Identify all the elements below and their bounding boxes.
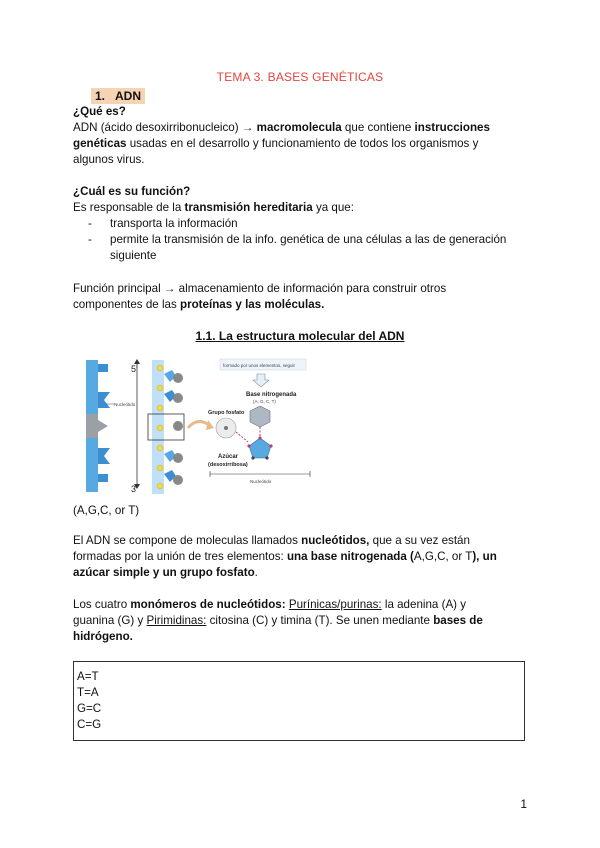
base-hexagon: [250, 406, 270, 427]
section-label: ADN: [115, 89, 142, 103]
atom-dot: [258, 436, 261, 439]
highlight-block: [86, 414, 98, 438]
base-pair: T=A: [77, 686, 99, 699]
bold-text: proteínas y las moléculas.: [180, 298, 325, 311]
nucleotide-tag: Nucleótido: [114, 402, 136, 407]
paragraph-line: [73, 136, 533, 152]
list-item-text: transporta la información: [110, 217, 238, 230]
base-groups: [164, 370, 183, 485]
base-pair: C=G: [77, 718, 102, 731]
text: .: [254, 566, 258, 579]
underlined-text: Pirimidinas:: [146, 614, 207, 627]
bold-text: instrucciones: [414, 121, 490, 134]
phosphate-node: [173, 393, 183, 403]
text: guanina (G) y: [73, 614, 147, 627]
paragraph-line: algunos virus.: [73, 153, 145, 166]
paragraph-line: [73, 120, 533, 136]
sugar-node: [157, 365, 163, 371]
sugar-sub-label: (desoxirribosa): [208, 462, 248, 468]
text: Es responsable de la: [73, 201, 185, 214]
text: componentes de las: [73, 298, 180, 311]
base-pairs-box: [73, 661, 525, 741]
list-item: - permite la transmisión de la info. genética de una células a las de generación siguiente: [88, 233, 507, 262]
dna-structure-diagram: [80, 356, 520, 496]
section-heading: [91, 88, 145, 104]
paragraph-line: [73, 200, 533, 216]
paragraph-line: [73, 597, 533, 613]
down-arrow: [253, 374, 269, 387]
text: usadas en el desarrollo y funcionamiento de todos los organismos y: [126, 137, 479, 150]
text: A,G,C, or T: [413, 550, 473, 563]
bottom-nucleotide-label: Nucleótido: [250, 479, 272, 484]
phosphate-center: [224, 426, 228, 430]
question-what-is: [73, 104, 533, 168]
sugar-label: Azúcar: [218, 454, 239, 460]
list-item-text: permite la transmisión de la info. genética de una células a las de generación: [110, 233, 507, 246]
sugar-node: [157, 465, 163, 471]
bold-text: transmisión hereditaria: [184, 201, 313, 214]
sugar-node: [157, 425, 163, 431]
paragraph-line: [73, 613, 533, 629]
phosphate-block: [98, 364, 108, 372]
atom-dot: [251, 456, 254, 459]
paragraph-line: [73, 297, 533, 313]
text: Los cuatro: [73, 598, 131, 611]
paragraph-line: Función principal → almacenamiento de información para construir otros: [73, 282, 447, 295]
phosphate-node: [173, 421, 183, 431]
document-title: TEMA 3. BASES GENÉTICAS: [216, 70, 384, 84]
phosphate-node: [173, 373, 183, 383]
phosphate-block: [98, 420, 108, 432]
main-function-paragraph: [73, 281, 533, 313]
underlined-text: Purínicas/purinas:: [288, 598, 382, 611]
question-heading: ¿Cuál es su función?: [73, 185, 191, 198]
sugar-node: [157, 483, 163, 489]
bold-text: genéticas: [73, 137, 127, 150]
text: que a su vez están: [369, 534, 470, 547]
question-heading: ¿Qué es?: [73, 105, 126, 118]
paragraph-line: [73, 629, 533, 645]
list-item-text: siguiente: [110, 249, 157, 262]
subsection-title: 1.1. La estructura molecular del ADN: [195, 329, 405, 343]
atom-dot: [269, 444, 272, 447]
page-number: 1: [520, 797, 527, 811]
text: formadas por la unión de tres elementos:: [73, 550, 287, 563]
list-item: - transporta la información: [88, 217, 238, 230]
bold-text: monómeros de nucleótidos:: [130, 598, 286, 611]
sugar-node: [157, 445, 163, 451]
phosphate-block: [98, 474, 108, 482]
section-number: 1.: [95, 89, 106, 103]
text: ya que:: [312, 201, 354, 214]
bold-text: ), un: [472, 550, 497, 563]
sugar-pentagon: [249, 438, 271, 458]
text: ADN (ácido desoxirribonucleico) →: [73, 121, 257, 134]
detail-header-label: formado por unos elementos, seguir: [223, 363, 296, 368]
base-pair: G=C: [77, 702, 102, 715]
sugar-node: [157, 405, 163, 411]
bold-text: una base nitrogenada (: [286, 550, 414, 563]
base-pair: A=T: [77, 670, 99, 683]
phosphate-node: [173, 453, 183, 463]
sugar-node: [157, 385, 163, 391]
phosphate-block: [98, 448, 110, 464]
bold-text: hidrógeno.: [73, 630, 133, 643]
monomers-paragraph: [73, 597, 533, 645]
fosfato-label: Grupo fosfato: [208, 410, 245, 416]
text: que contiene: [341, 121, 415, 134]
base-label: Base nitrogenada: [246, 392, 297, 398]
bold-text: macromolecula: [256, 121, 342, 134]
phosphate-node: [173, 475, 183, 485]
atom-dot: [247, 444, 250, 447]
strand-5-label: 5': [131, 364, 138, 374]
bold-text: bases de: [433, 614, 483, 627]
bond-line: [236, 432, 248, 442]
question-function: [73, 184, 533, 216]
phosphate-block: [98, 392, 110, 408]
arrow-head: [206, 420, 214, 430]
atom-dot: [265, 456, 268, 459]
text: El ADN se compone de moleculas llamados: [73, 534, 302, 547]
paragraph-line: [73, 533, 533, 549]
strand-3-label: 3': [131, 484, 138, 494]
base-sub-label: (A, G, C, T): [253, 399, 276, 404]
text: citosina (C) y timina (T). Se unen mediante: [206, 614, 434, 627]
nucleotides-paragraph: [73, 533, 533, 581]
bold-text: nucleótidos,: [301, 534, 370, 547]
paragraph-line: [73, 549, 533, 565]
paragraph-line: [73, 565, 533, 581]
text: la adenina (A) y: [381, 598, 467, 611]
diagram-caption: (A,G,C, or T): [73, 504, 140, 517]
bold-text: azúcar simple y un grupo fosfato: [73, 566, 255, 579]
bullet-list: [88, 216, 528, 264]
